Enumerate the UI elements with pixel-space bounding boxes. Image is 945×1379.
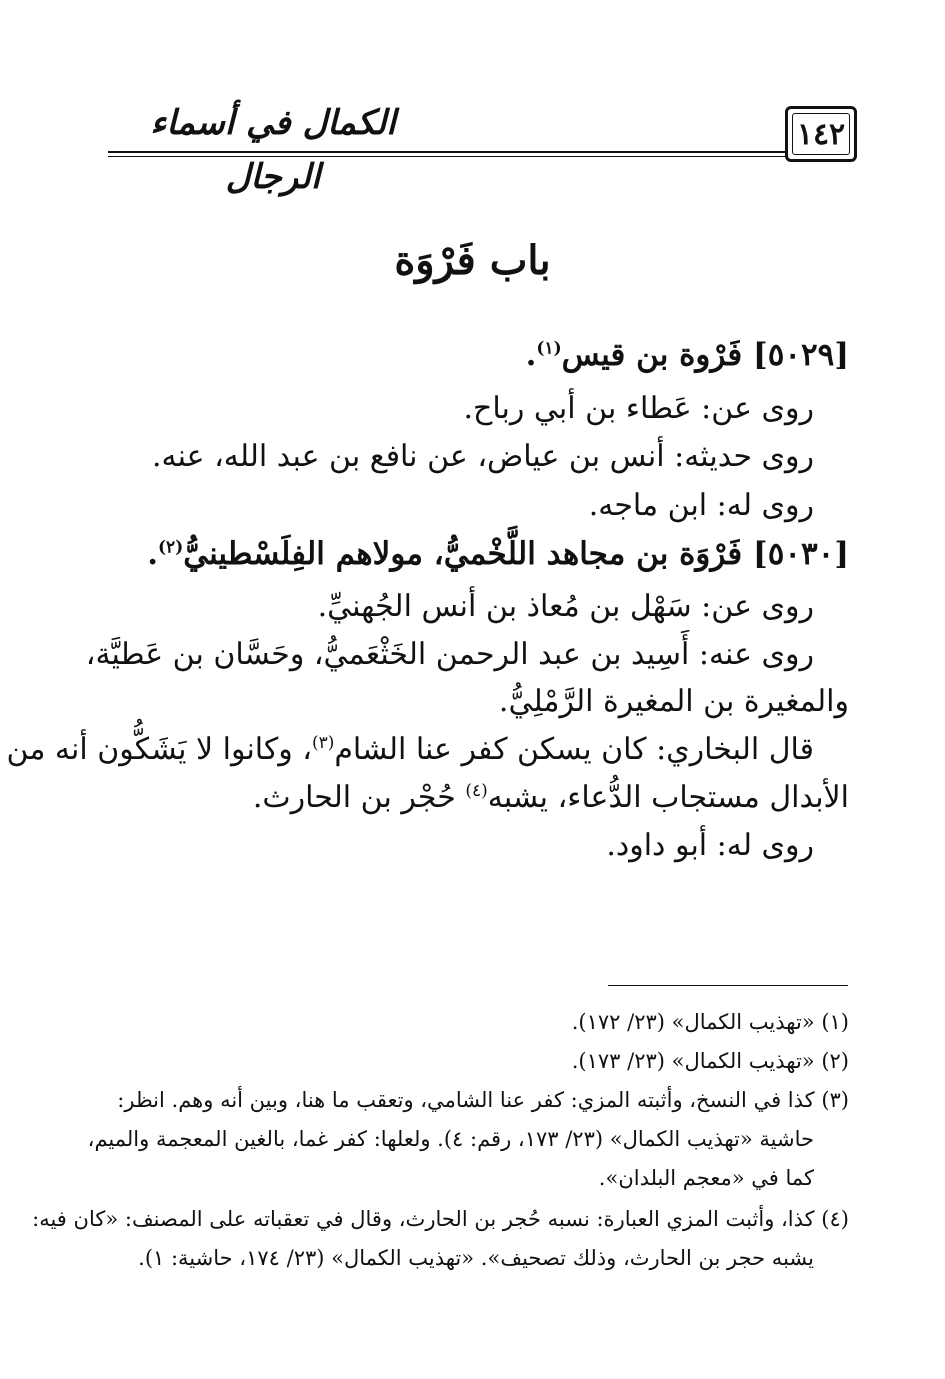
entry-line: روى عنه: أَسِيد بن عبد الرحمن الخَثْعَميُّ، وحَسَّان بن عَطيَّة، xyxy=(85,637,814,672)
entry-heading-end: . xyxy=(147,536,158,572)
header-rule-thin xyxy=(108,156,857,157)
page-number xyxy=(785,106,857,162)
entry-text: الأبدال مستجاب الدُّعاء، يشبه xyxy=(487,780,849,815)
footnote-ref: (٤) xyxy=(465,781,488,801)
entry-heading xyxy=(526,333,849,377)
footnote: (١) «تهذيب الكمال» (٢٣/ ١٧٢). xyxy=(571,1010,849,1034)
entry-text: ، وكانوا لا يَشَكُّون أنه من xyxy=(6,732,312,767)
entry-text: حُجْر بن الحارث. xyxy=(252,780,466,815)
entry-line xyxy=(253,776,849,820)
footnote-separator xyxy=(608,985,848,986)
entry-heading-end: . xyxy=(525,337,537,373)
footnote-continuation: حاشية «تهذيب الكمال» (٢٣/ ١٧٣، رقم: ٤). ولعلها: كفر غما، بالغين المعجمة والميم، xyxy=(87,1127,814,1151)
entry-heading xyxy=(147,532,849,576)
entry-line: روى عن: سَهْل بن مُعاذ بن أنس الجُهنيِّ. xyxy=(317,589,814,624)
entry-line: روى له: ابن ماجه. xyxy=(588,488,814,523)
entry-line xyxy=(6,728,814,772)
entry-heading-text: [٥٠٣٠] فَرْوَة بن مجاهد اللَّخْميُّ، مولاهم الفِلَسْطينيُّ xyxy=(183,536,849,572)
entry-line: روى عن: عَطاء بن أبي رباح. xyxy=(463,391,814,426)
footnote-ref: (٢) xyxy=(158,537,184,558)
footnote: (٢) «تهذيب الكمال» (٢٣/ ١٧٣). xyxy=(571,1049,849,1073)
book-title: الكمال في أسماء الرجال xyxy=(150,103,396,197)
footnote-continuation: كما في «معجم البلدان». xyxy=(598,1166,814,1190)
page-number-text: ١٤٢ xyxy=(796,116,846,152)
footnote: (٣) كذا في النسخ، وأثبته المزي: كفر عنا الشامي، وتعقب ما هنا، وبين أنه وهم. انظر: xyxy=(117,1088,849,1112)
chapter-title: باب فَرْوَة xyxy=(394,237,551,284)
entry-text: قال البخاري: كان يسكن كفر عنا الشام xyxy=(334,732,814,767)
footnote-ref: (٣) xyxy=(311,733,335,753)
footnote-continuation: يشبه حجر بن الحارث، وذلك تصحيف». «تهذيب الكمال» (٢٣/ ١٧٤، حاشية: ١). xyxy=(138,1246,814,1270)
entry-line: روى حديثه: أنس بن عياض، عن نافع بن عبد الله، عنه. xyxy=(151,439,814,474)
header-rule xyxy=(108,151,857,153)
entry-heading-text: [٥٠٢٩] فَرْوة بن قيس xyxy=(561,337,849,373)
entry-line: روى له: أبو داود. xyxy=(606,828,814,863)
footnote: (٤) كذا، وأثبت المزي العبارة: نسبه حُجر بن الحارث، وقال في تعقباته على المصنف: «كان فيه: xyxy=(32,1207,849,1231)
footnote-ref: (١) xyxy=(536,338,562,359)
entry-line: والمغيرة بن المغيرة الرَّمْلِيُّ. xyxy=(498,684,849,719)
